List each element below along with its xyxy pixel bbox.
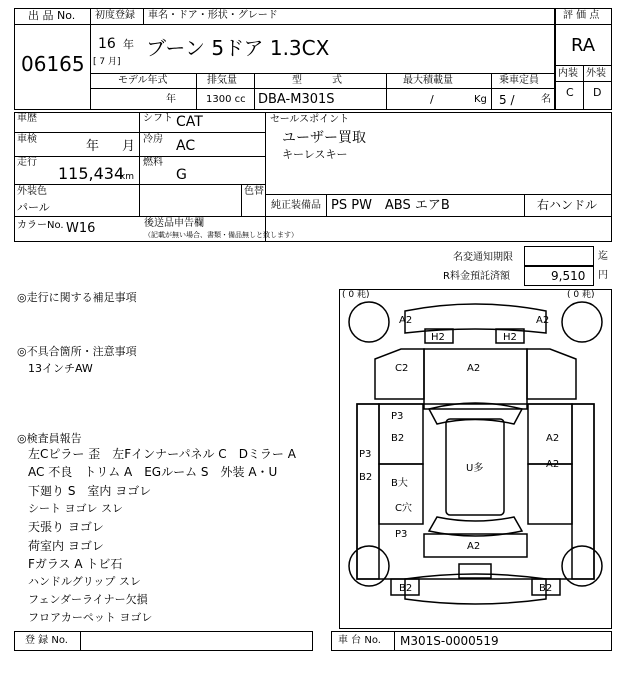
max-load-slash: / — [430, 93, 434, 106]
lot-number: 06165 — [21, 52, 85, 76]
mark-hood: A2 — [467, 363, 481, 374]
recycle-fee-amount: 9,510 — [551, 269, 586, 283]
interior-grade: C — [566, 86, 574, 99]
mileage-label: 走行 — [17, 157, 37, 168]
chassis-number: M301S-0000519 — [400, 634, 499, 648]
genuine-equipment: PS PW ABS エアB — [331, 198, 450, 213]
defect-notes-header: ◎不具合箇所・注意事項 — [17, 345, 137, 358]
report-line-8: ハンドルグリップ スレ — [28, 575, 141, 588]
fuel-label: 燃料 — [143, 157, 163, 168]
max-load-unit: Kg — [474, 94, 487, 105]
mark-trunk: A2 — [467, 541, 481, 552]
report-line-4: シート ヨゴレ スレ — [28, 502, 123, 515]
color-change-label: 色替 — [244, 186, 264, 197]
color-number-label: カラーNo. — [17, 220, 64, 231]
model-year-unit: 年 — [166, 94, 176, 105]
report-line-7: Fガラス A トビ石 — [28, 557, 123, 571]
sales-point-label: セールスポイント — [270, 114, 350, 125]
max-load-label: 最大積載量 — [403, 75, 453, 86]
mark-left-fender: C2 — [395, 363, 409, 374]
mark-left-rear-pillar: B2 — [359, 472, 373, 483]
report-line-10: フロアカーペット ヨゴレ — [28, 611, 153, 624]
report-line-3: 下廻り S 室内 ヨゴレ — [28, 484, 152, 498]
name-change-unit: 迄 — [598, 251, 608, 262]
shift-label: シフト — [143, 113, 173, 124]
displacement-label: 排気量 — [207, 75, 237, 86]
aircon-label: 冷房 — [143, 134, 163, 145]
capacity-label: 乗車定員 — [499, 75, 539, 86]
mark-rear-bumper-left: B2 — [399, 583, 413, 594]
report-line-6: 荷室内 ヨゴレ — [28, 539, 104, 553]
mark-rear-bumper-right: B2 — [539, 583, 553, 594]
sales-point-2: キーレスキー — [282, 148, 348, 161]
shift-type: CAT — [176, 114, 203, 130]
fuel-type: G — [176, 167, 187, 183]
interior-label: 内装 — [558, 68, 578, 79]
report-line-1: 左Cピラー 歪 左Fインナーパネル C Dミラー A — [28, 447, 296, 461]
sales-point-1: ユーザー買取 — [282, 130, 366, 146]
model-year-label: モデル年式 — [118, 75, 168, 86]
lot-number-label: 出 品 No. — [28, 9, 76, 22]
report-line-2: AC 不良 トリム A EGルーム S 外装 A・U — [28, 465, 278, 479]
registration-number-label: 登 録 No. — [25, 635, 68, 646]
model-type-label: 型 式 — [292, 75, 342, 86]
mark-right-rear-door: A2 — [546, 459, 560, 470]
exterior-label: 外装 — [586, 68, 606, 79]
registration-year-unit: 年 — [123, 38, 134, 51]
genuine-equipment-label: 純正装備品 — [271, 200, 321, 211]
chassis-number-label: 車 台 No. — [338, 635, 381, 646]
name-change-deadline-box — [524, 246, 594, 266]
color-number: W16 — [66, 221, 96, 236]
capacity-unit: 名 — [541, 94, 551, 105]
vehicle-name-label: 車名・ドア・形状・グレード — [148, 10, 278, 21]
mark-left-rear-door: B大 — [391, 478, 408, 489]
mark-left-pillar: P3 — [359, 449, 372, 460]
history-label: 車歴 — [17, 113, 37, 124]
aftermarket-label: 後送品申告欄 — [144, 218, 204, 229]
mark-front-bumper-left: A2 — [399, 315, 413, 326]
passenger-capacity: 5 / — [499, 93, 515, 107]
first-registration-label: 初度登録 — [95, 10, 135, 21]
defect-note-1: 13インチAW — [28, 362, 93, 375]
inspection-month-unit: 月 — [122, 139, 136, 154]
mark-right-front-door: A2 — [546, 433, 560, 444]
inspector-report-header: ◎検査員報告 — [17, 432, 82, 445]
evaluation-score: RA — [571, 35, 596, 56]
recycle-fee-label: R料金預託済額 — [443, 271, 510, 282]
driving-notes-header: ◎走行に関する補足事項 — [17, 291, 137, 304]
model-code: DBA-M301S — [258, 92, 335, 107]
mark-left-front-door: B2 — [391, 433, 405, 444]
aftermarket-note: （記載が無い場合、書類・備品無しと致します） — [144, 231, 298, 239]
mark-front-right-lamp: H2 — [503, 332, 517, 343]
mark-front-bumper-right: A2 — [536, 315, 550, 326]
registration-year: 16 — [98, 36, 116, 52]
recycle-fee-unit: 円 — [598, 270, 608, 281]
inspection-label: 車検 — [17, 134, 37, 145]
tire-wear-front-left: ( 0 耗) — [342, 290, 370, 300]
car-name: ブーン 5ドア 1.3CX — [146, 36, 330, 60]
mileage-unit: km — [120, 172, 134, 182]
mark-front-left-lamp: H2 — [431, 332, 445, 343]
steering-position: 右ハンドル — [537, 198, 598, 212]
report-line-5: 天張り ヨゴレ — [28, 520, 104, 534]
registration-month: [ 7 月] — [93, 57, 121, 67]
score-label: 評 価 点 — [563, 10, 600, 21]
aircon: AC — [176, 138, 196, 154]
mark-left-rear-quarter: P3 — [395, 529, 408, 540]
report-line-9: フェンダーライナー欠損 — [28, 593, 148, 606]
exterior-color-label: 外装色 — [17, 186, 47, 197]
exterior-color: パール — [17, 201, 50, 214]
mark-left-front-door-upper: P3 — [391, 411, 404, 422]
mileage: 115,434 — [58, 164, 125, 183]
exterior-grade: D — [593, 86, 602, 99]
mark-left-quarter: C穴 — [395, 503, 412, 514]
mark-roof: U多 — [466, 463, 484, 474]
tire-wear-front-right: ( 0 耗) — [567, 290, 595, 300]
car-diagram — [339, 289, 612, 629]
name-change-deadline-label: 名変通知期限 — [453, 252, 513, 263]
displacement: 1300 cc — [206, 94, 246, 105]
inspection-year-unit: 年 — [86, 139, 100, 154]
